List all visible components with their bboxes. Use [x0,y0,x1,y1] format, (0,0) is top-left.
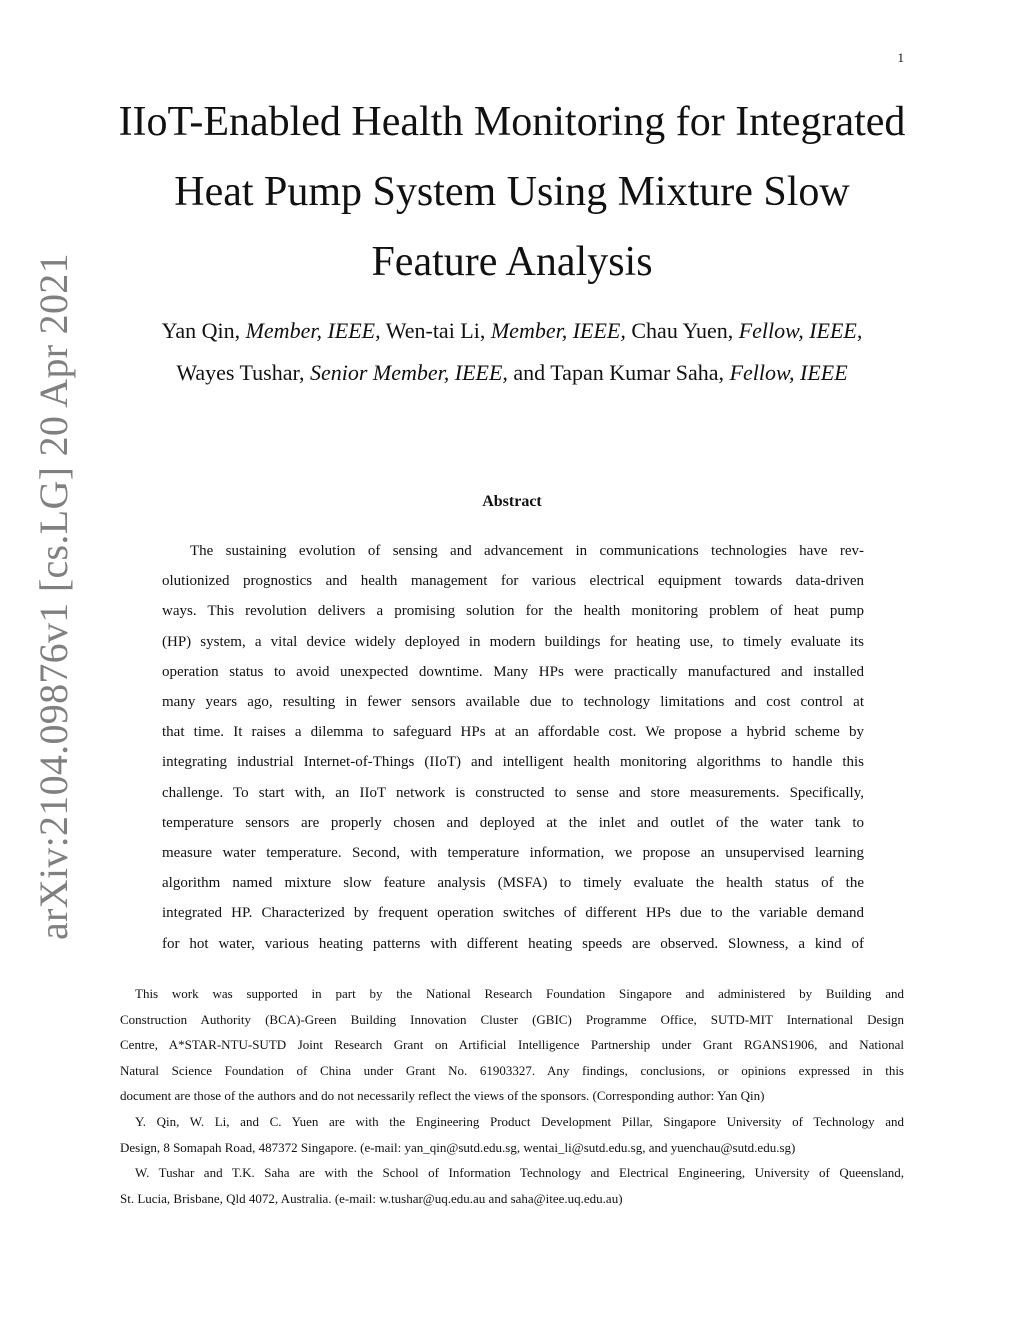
author-line-2 [0,352,1024,394]
author-membership: Fellow, IEEE, [738,318,863,343]
affiliation-footnote-line: Y. Qin, W. Li, and C. Yuen are with the Engineering Product Development Pillar, Singapore University of Technology and [135,1113,904,1129]
affiliation-footnote-line: St. Lucia, Brisbane, Qld 4072, Australia. (e-mail: w.tushar@uq.edu.au and saha@itee.uq.edu.au) [120,1190,623,1206]
author-membership: Member, IEEE, [245,318,381,343]
affiliation-footnote-line: W. Tushar and T.K. Saha are with the School of Information Technology and Electrical Engineering, University of Queensland, [135,1165,904,1181]
funding-footnote-line: Centre, A*STAR-NTU-SUTD Joint Research Grant on Artificial Intelligence Partnership under Grant RGANS1906, and National [120,1037,904,1053]
affiliation-footnote-line: Design, 8 Somapah Road, 487372 Singapore. (e-mail: yan_qin@sutd.edu.sg, wentai_li@sutd.edu.sg, and yuenchau@sutd.edu.sg) [120,1139,796,1155]
author-membership: Fellow, IEEE [729,360,848,385]
abstract-line: ways. This revolution delivers a promising solution for the health monitoring problem of heat pump [162,603,864,620]
abstract-line: temperature sensors are properly chosen and deployed at the inlet and outlet of the water tank to [162,814,864,831]
abstract-line: challenge. To start with, an IIoT network is constructed to sense and store measurements. Specifically, [162,784,864,801]
author-name: Yan Qin, [161,318,241,343]
title-line: IIoT-Enabled Health Monitoring for Integrated [118,99,906,145]
abstract-line: algorithm named mixture slow feature analysis (MSFA) to timely evaluate the health status of the [162,875,864,892]
abstract-line: olutionized prognostics and health management for various electrical equipment towards data-driven [162,573,864,590]
abstract-line: (HP) system, a vital device widely deployed in modern buildings for heating use, to timely evaluate its [162,633,864,650]
title-line: Feature Analysis [371,239,653,285]
author-membership: Senior Member, IEEE, [309,360,508,385]
abstract-line: The sustaining evolution of sensing and advancement in communications technologies have rev- [190,543,864,559]
author-list [0,310,1024,394]
abstract-line: that time. It raises a dilemma to safeguard HPs at an affordable cost. We propose a hybrid scheme by [162,724,864,741]
author-name: and Tapan Kumar Saha, [513,360,725,385]
title-line: Heat Pump System Using Mixture Slow [174,169,850,215]
funding-footnote-line: This work was supported in part by the National Research Foundation Singapore and administered by Building and [135,986,904,1001]
page-number: 1 [897,50,904,65]
abstract-line: integrating industrial Internet-of-Things (IIoT) and intelligent health monitoring algorithms to handle this [162,754,864,771]
author-name: Chau Yuen, [631,318,734,343]
abstract-line: measure water temperature. Second, with temperature information, we propose an unsupervised learning [162,845,864,862]
abstract-body [162,536,864,959]
abstract-line: for hot water, various heating patterns with different heating speeds are observed. Slowness, a kind of [162,935,864,952]
abstract-line: operation status to avoid unexpected downtime. Many HPs were practically manufactured and installed [162,663,864,680]
funding-footnote-line: Construction Authority (BCA)-Green Building Innovation Cluster (GBIC) Programme Office, SUTD-MIT International Design [120,1011,904,1027]
author-name: Wayes Tushar, [176,360,305,385]
paper-title [0,87,1024,297]
author-membership: Member, IEEE, [490,318,626,343]
arxiv-identifier-stamp: arXiv:2104.09876v1 [cs.LG] 20 Apr 2021 [31,253,76,940]
footnotes [120,981,904,1211]
abstract-line: integrated HP. Characterized by frequent operation switches of different HPs due to the variable demand [162,905,864,922]
abstract-heading: Abstract [482,493,542,510]
funding-footnote-line: document are those of the authors and do not necessarily reflect the views of the sponsors. (Corresponding author: Yan Qin) [120,1088,765,1104]
funding-footnote-line: Natural Science Foundation of China under Grant No. 61903327. Any findings, conclusions, or opinions expressed in this [120,1062,904,1078]
abstract-line: many years ago, resulting in fewer sensors available due to technology limitations and cost control at [162,694,864,711]
author-name: Wen-tai Li, [385,318,486,343]
author-line-1 [0,310,1024,352]
